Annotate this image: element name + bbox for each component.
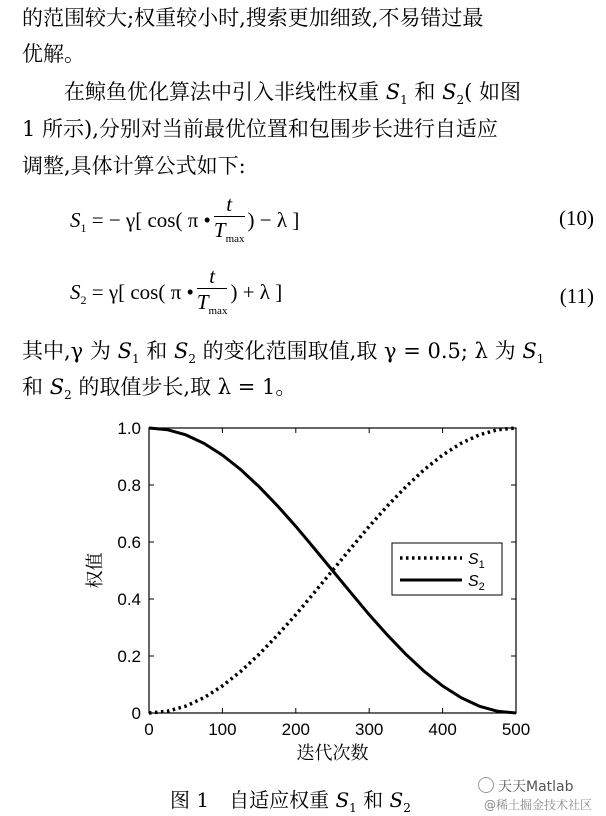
equation-number-11: (11)	[559, 284, 594, 308]
y-tick-label: 0.8	[117, 476, 141, 495]
equation-number-10: (10)	[559, 206, 594, 230]
paragraph-line-4: 1 所示),分别对当前最优位置和包围步长进行自适应	[22, 117, 498, 141]
x-axis-label: 迭代次数	[296, 743, 369, 763]
legend-entry-1: $S_1$	[468, 551, 485, 571]
x-tick-label: 0	[144, 720, 154, 739]
paragraph-line-3: 在鲸鱼优化算法中引入非线性权重 $S_1$ 和 $S_2$( 如图	[64, 80, 521, 108]
x-tick-label: 300	[355, 720, 384, 739]
equation-10: $S_1$ = − γ[ cos( π • $\frac{t}{T_{max}}$ ) − λ ]	[70, 192, 299, 252]
wechat-icon	[478, 777, 494, 793]
y-axis-label: 权值	[85, 552, 105, 589]
x-tick-label: 500	[501, 720, 531, 739]
paragraph-line-1: 的范围较大;权重较小时,搜索更加细致,不易错过最	[22, 6, 484, 30]
paragraph-line-2: 优解。	[22, 42, 85, 66]
y-tick-label: 1.0	[117, 419, 141, 438]
watermark-wechat: 天天Matlab	[478, 776, 574, 796]
legend-entry-2: $S_2$	[468, 573, 485, 593]
watermark-juejin: @稀土掘金技术社区	[484, 798, 593, 812]
y-tick-label: 0.2	[117, 647, 141, 666]
x-tick-label: 400	[428, 720, 457, 739]
paragraph-line-7: 和 $S_2$ 的取值步长,取 λ = 1。	[22, 375, 297, 403]
y-tick-label: 0.4	[117, 590, 141, 609]
weight-chart	[0, 408, 606, 778]
legend-box	[392, 543, 502, 595]
equation-11: $S_2 = \gamma$[ cos( π • $\frac{t}{T_{max}}$ ) + λ ]	[70, 264, 282, 324]
paragraph-line-6: 其中,γ 为 $S_1$ 和 $S_2$ 的变化范围取值,取 γ = 0.5; λ 为 $S_1$	[22, 339, 545, 367]
x-tick-label: 100	[208, 720, 237, 739]
y-tick-label: 0	[131, 704, 141, 723]
fraction-t-over-tmax: $\frac{t}{T_{max}}$	[196, 264, 228, 318]
y-tick-label: 0.6	[117, 533, 141, 552]
x-tick-label: 200	[281, 720, 310, 739]
fraction-t-over-tmax: $\frac{t}{T_{max}}$	[213, 192, 245, 246]
figure-caption: 图 1 自适应权重 $S_1$ 和 $S_2$	[170, 788, 411, 815]
paragraph-line-5: 调整,具体计算公式如下:	[22, 154, 246, 178]
